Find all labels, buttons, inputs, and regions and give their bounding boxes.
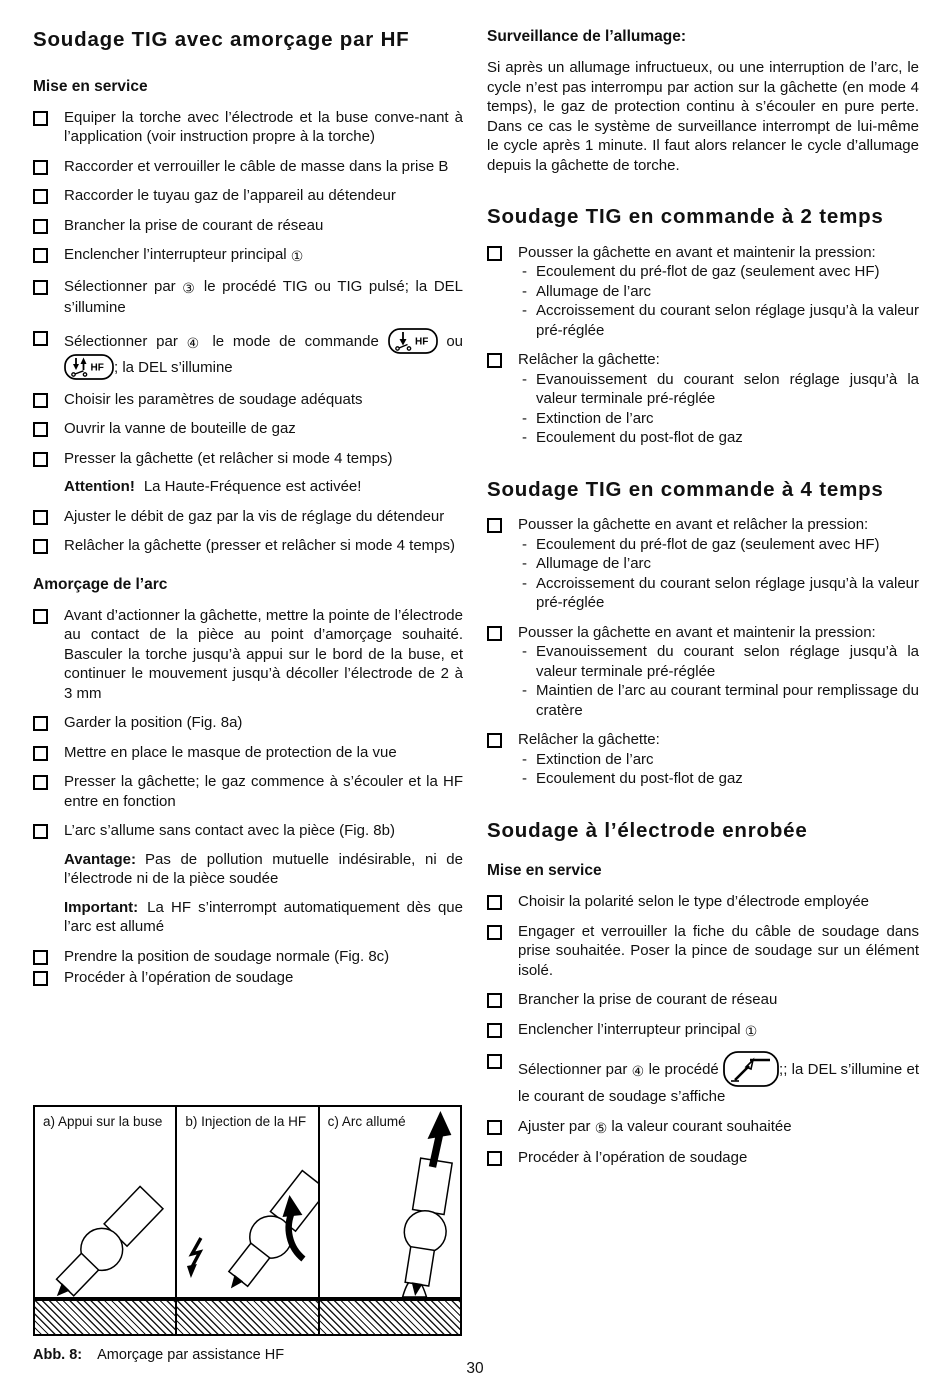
checkbox-icon <box>33 160 48 175</box>
sub-item-text: Extinction de l’arc <box>536 750 654 768</box>
item-text: Ajuster par ⑤ la valeur courant souhaitée <box>518 1117 792 1136</box>
sub-item <box>518 409 919 429</box>
item-text: Presser la gâchette; le gaz commence à s’écouler et la HF entre en fonction <box>64 773 463 810</box>
checklist-item <box>33 947 463 967</box>
note-lead: Important: <box>64 898 139 916</box>
checkbox-icon <box>33 111 48 126</box>
item-text: Raccorder et verrouiller le câble de masse dans la prise B <box>64 157 449 175</box>
svg-text:HF: HF <box>414 336 428 348</box>
ground-hatch <box>35 1297 460 1334</box>
torch-illustration-c <box>320 1107 460 1297</box>
dash-bullet: - <box>522 574 527 592</box>
circled-number-icon: ④ <box>186 334 204 351</box>
item-text: Procéder à l’opération de soudage <box>518 1149 748 1167</box>
sub-item <box>518 642 919 681</box>
checkbox-icon <box>33 422 48 437</box>
item-content <box>64 606 463 704</box>
checkbox-icon <box>487 1054 502 1069</box>
checklist-item <box>33 507 463 527</box>
item-text: L’arc s’allume sans contact avec la pièce (Fig. 8b) <box>64 822 395 840</box>
checkbox-icon <box>33 746 48 761</box>
note-lead: Attention! <box>64 478 135 496</box>
sub-item <box>518 750 919 770</box>
checkbox-icon <box>487 626 502 641</box>
item-text: Sélectionner par ③ le procédé TIG ou TIG pulsé; la DEL s’illumine <box>64 277 463 317</box>
checklist-item <box>33 821 463 937</box>
item-content <box>64 328 463 380</box>
checkbox-icon <box>487 1120 502 1135</box>
note: Important: La HF s’interrompt automatiquement dès que l’arc est allumé <box>64 898 463 936</box>
item-content <box>64 216 463 236</box>
sub-item <box>518 370 919 409</box>
dash-bullet: - <box>522 409 527 427</box>
checkbox-icon <box>487 1023 502 1038</box>
dash-bullet: - <box>522 535 527 553</box>
item-text: Choisir les paramètres de soudage adéquats <box>64 390 363 408</box>
sub-item-text: Ecoulement du pré-flot de gaz (seulement avec HF) <box>536 535 880 553</box>
item-text: Enclencher l’interrupteur principal ① <box>64 246 304 265</box>
sub-item <box>518 301 919 340</box>
checkbox-icon <box>33 331 48 346</box>
dash-bullet: - <box>522 682 527 700</box>
checkbox-icon <box>33 716 48 731</box>
circled-number-icon: ① <box>744 1022 758 1039</box>
figure-caption-text: Amorçage par assistance HF <box>97 1347 285 1363</box>
item-text: Procéder à l’opération de soudage <box>64 969 294 987</box>
panel-label: c) Arc allumé <box>327 1114 406 1129</box>
ground-hatch-cell <box>35 1301 175 1334</box>
item-text: Mettre en place le masque de protection de la vue <box>64 743 397 761</box>
item-text: Pousser la gâchette en avant et maintenir la pression: <box>518 623 876 641</box>
dash-bullet: - <box>522 429 527 447</box>
checkbox-icon <box>33 950 48 965</box>
checklist-item <box>33 216 463 236</box>
left-content <box>33 78 463 988</box>
item-content <box>64 968 463 988</box>
checklist-item <box>487 515 919 613</box>
dash-bullet: - <box>522 770 527 788</box>
item-text: Brancher la prise de courant de réseau <box>64 216 324 234</box>
checkbox-icon <box>33 539 48 554</box>
item-content <box>64 772 463 811</box>
checklist-item <box>33 743 463 763</box>
item-text: Relâcher la gâchette: <box>518 351 660 369</box>
item-text: Sélectionner par ④ le mode de commande HF ou HF ; la DEL s’illumine <box>64 328 463 380</box>
item-content <box>64 186 463 206</box>
checklist-item <box>33 186 463 206</box>
section-heading: Soudage TIG en commande à 4 temps <box>487 477 884 501</box>
figure-panel-a <box>35 1107 175 1297</box>
item-content <box>64 108 463 147</box>
sub-item <box>518 282 919 302</box>
sub-item <box>518 574 919 613</box>
item-content <box>518 350 919 448</box>
item-content <box>64 713 463 733</box>
item-text: Equiper la torche avec l’électrode et la buse conve-nant à l’application (voir instruction propre à la torche) <box>64 108 463 146</box>
figure-caption-label: Abb. 8: <box>33 1347 83 1363</box>
note: Attention! La Haute-Fréquence est activée! <box>64 478 362 496</box>
item-text: Relâcher la gâchette: <box>518 731 660 749</box>
sub-item-text: Accroissement du courant selon réglage jusqu’à la valeur pré-réglée <box>536 574 919 612</box>
page-number: 30 <box>466 1360 484 1377</box>
item-text: Ajuster le débit de gaz par la vis de réglage du détendeur <box>64 507 445 525</box>
checkbox-icon <box>33 280 48 295</box>
checkbox-icon <box>33 824 48 839</box>
checklist-item <box>487 1020 919 1042</box>
left-column <box>33 28 463 998</box>
item-content <box>518 922 919 981</box>
item-content <box>518 1051 919 1107</box>
sub-item-text: Extinction de l’arc <box>536 409 654 427</box>
item-content <box>518 515 919 613</box>
checkbox-icon <box>487 518 502 533</box>
right-content <box>487 28 919 1168</box>
item-content <box>518 1148 919 1168</box>
sub-item-text: Accroissement du courant selon réglage jusqu’à la valeur pré-réglée <box>536 302 919 339</box>
checklist-item <box>33 968 463 988</box>
checkbox-icon <box>487 925 502 940</box>
checkbox-icon <box>33 248 48 263</box>
item-content <box>64 390 463 410</box>
item-text: Avant d’actionner la gâchette, mettre la pointe de l’électrode au contact de la pièce au point d’amorçage souhaité. Basculer la torche jusqu’à appui sur le bord de la buse, et continuer le mouvement jusqu’à décoller l’électrode de 2 à 3 mm <box>64 606 463 702</box>
checkbox-icon <box>33 189 48 204</box>
torch-illustration-b <box>177 1107 317 1297</box>
item-content <box>518 243 919 341</box>
checklist-item <box>487 623 919 721</box>
checkbox-icon <box>33 219 48 234</box>
checkbox-icon <box>33 393 48 408</box>
sub-item-text: Maintien de l’arc au courant terminal pour remplissage du cratère <box>536 682 919 719</box>
checklist-item <box>33 713 463 733</box>
sub-item-text: Ecoulement du post-flot de gaz <box>536 770 743 788</box>
checklist-item <box>33 245 463 267</box>
checkbox-icon <box>33 510 48 525</box>
checklist-item <box>33 419 463 439</box>
circled-number-icon: ① <box>290 248 304 265</box>
item-content <box>518 990 919 1010</box>
checklist-item <box>33 449 463 497</box>
sub-item-text: Ecoulement du pré-flot de gaz (seulement avec HF) <box>536 263 880 281</box>
dash-bullet: - <box>522 302 527 320</box>
checklist-item <box>487 990 919 1010</box>
ground-hatch-cell <box>175 1301 317 1334</box>
item-content <box>64 821 463 937</box>
item-content <box>64 536 463 556</box>
item-content <box>518 730 919 789</box>
item-content <box>518 892 919 912</box>
checkbox-icon <box>487 733 502 748</box>
item-text: Choisir la polarité selon le type d’électrode employée <box>518 893 870 911</box>
item-text: Engager et verrouiller la fiche du câble de soudage dans prise souhaitée. Poser la pince de soudage sur un élément isolé. <box>518 922 919 979</box>
checklist-item <box>487 922 919 981</box>
panel-label: b) Injection de la HF <box>185 1114 307 1129</box>
dash-bullet: - <box>522 555 527 573</box>
figure-panel-c <box>318 1107 460 1297</box>
page-title: Soudage TIG avec amorçage par HF <box>33 28 410 51</box>
dash-bullet: - <box>522 750 527 768</box>
checklist-item <box>33 108 463 147</box>
sub-item-text: Evanouissement du courant selon réglage jusqu’à la valeur terminale pré-réglée <box>536 643 919 680</box>
item-content <box>64 507 463 527</box>
sub-item-text: Allumage de l’arc <box>536 555 652 573</box>
figure-abb8 <box>33 1105 462 1363</box>
item-text: Brancher la prise de courant de réseau <box>518 991 778 1009</box>
checklist-item <box>33 772 463 811</box>
checklist-item <box>487 1117 919 1139</box>
item-content <box>64 449 463 497</box>
sub-item <box>518 535 919 555</box>
section-heading: Soudage TIG en commande à 2 temps <box>487 205 884 228</box>
checklist-item <box>487 350 919 448</box>
checklist-item <box>33 390 463 410</box>
checklist-item <box>33 606 463 704</box>
item-content <box>64 157 463 177</box>
section-subheading: Mise en service <box>487 862 602 880</box>
dash-bullet: - <box>522 282 527 300</box>
checklist-item <box>487 1051 919 1107</box>
section-subheading: Amorçage de l’arc <box>33 575 168 593</box>
note: Avantage: Pas de pollution mutuelle indésirable, ni de l’électrode ni de la pièce soudée <box>64 850 463 888</box>
dash-bullet: - <box>522 263 527 281</box>
item-content <box>64 419 463 439</box>
checklist-item <box>487 1148 919 1168</box>
checklist-item <box>487 243 919 341</box>
torch-illustration-a <box>35 1107 175 1297</box>
item-text: Relâcher la gâchette (presser et relâcher si mode 4 temps) <box>64 537 456 555</box>
item-content <box>64 743 463 763</box>
section-subheading: Surveillance de l’allumage: <box>487 28 686 45</box>
mode-2t-hf-icon <box>388 328 438 354</box>
item-content <box>518 1117 919 1139</box>
item-text: Presser la gâchette (et relâcher si mode 4 temps) <box>64 449 393 467</box>
item-text: Enclencher l’interrupteur principal ① <box>518 1020 758 1039</box>
sub-item <box>518 681 919 720</box>
checkbox-icon <box>487 1151 502 1166</box>
figure-panels <box>35 1107 460 1297</box>
checkbox-icon <box>487 895 502 910</box>
checkbox-icon <box>33 971 48 986</box>
circled-number-icon: ③ <box>182 279 198 296</box>
section-heading: Soudage à l’électrode enrobée <box>487 818 808 842</box>
figure-panel-b <box>175 1107 317 1297</box>
item-content <box>64 245 463 267</box>
checklist-item <box>33 157 463 177</box>
sub-item-text: Ecoulement du post-flot de gaz <box>536 429 743 447</box>
checkbox-icon <box>487 246 502 261</box>
item-content <box>518 1020 919 1042</box>
item-content <box>64 277 463 318</box>
item-text: Ouvrir la vanne de bouteille de gaz <box>64 420 296 438</box>
sub-item <box>518 554 919 574</box>
section-subheading: Mise en service <box>33 77 148 95</box>
note-lead: Avantage: <box>64 850 136 868</box>
right-column <box>487 28 919 1178</box>
item-text: Pousser la gâchette en avant et maintenir la pression: <box>518 243 876 261</box>
sub-item-text: Evanouissement du courant selon réglage jusqu’à la valeur terminale pré-réglée <box>536 370 919 408</box>
circled-number-icon: ⑤ <box>594 1119 608 1136</box>
checkbox-icon <box>33 452 48 467</box>
svg-text:HF: HF <box>90 362 104 374</box>
electrode-process-icon <box>723 1051 779 1087</box>
item-content <box>64 947 463 967</box>
dash-bullet: - <box>522 643 527 661</box>
checkbox-icon <box>33 609 48 624</box>
panel-label: a) Appui sur la buse <box>43 1114 163 1129</box>
item-text: Sélectionner par ④ le procédé ;; la DEL s’illumine et le courant de soudage s’affiche <box>518 1051 919 1107</box>
item-text: Garder la position (Fig. 8a) <box>64 714 243 732</box>
checklist-item <box>33 328 463 380</box>
sub-item-text: Allumage de l’arc <box>536 282 652 300</box>
checklist-item <box>487 730 919 789</box>
sub-item <box>518 769 919 789</box>
paragraph: Si après un allumage infructueux, ou une interruption de l’arc, le cycle n’est pas interrompu par action sur la gâchette (en mode 4 temps), le gaz de protection continu à s’écouler en pure perte. Dans ce cas le système de surveillance interrompt de lui-même le cycle après 1 minute. Il faut alors relancer le cycle d’allumage depuis la gâchette de torche. <box>487 59 919 174</box>
checkbox-icon <box>487 993 502 1008</box>
checkbox-icon <box>487 353 502 368</box>
item-text: Raccorder le tuyau gaz de l’appareil au détendeur <box>64 187 396 205</box>
sub-item <box>518 428 919 448</box>
checkbox-icon <box>33 775 48 790</box>
ground-hatch-cell <box>318 1301 460 1334</box>
mode-4t-hf-icon <box>64 354 114 380</box>
sub-item <box>518 262 919 282</box>
dash-bullet: - <box>522 370 527 388</box>
checklist-item <box>33 277 463 318</box>
item-text: Pousser la gâchette en avant et relâcher la pression: <box>518 516 869 534</box>
checklist-item <box>487 892 919 912</box>
circled-number-icon: ④ <box>631 1063 645 1080</box>
item-content <box>518 623 919 721</box>
checklist-item <box>33 536 463 556</box>
item-text: Prendre la position de soudage normale (Fig. 8c) <box>64 947 390 965</box>
figure-frame <box>33 1105 462 1336</box>
